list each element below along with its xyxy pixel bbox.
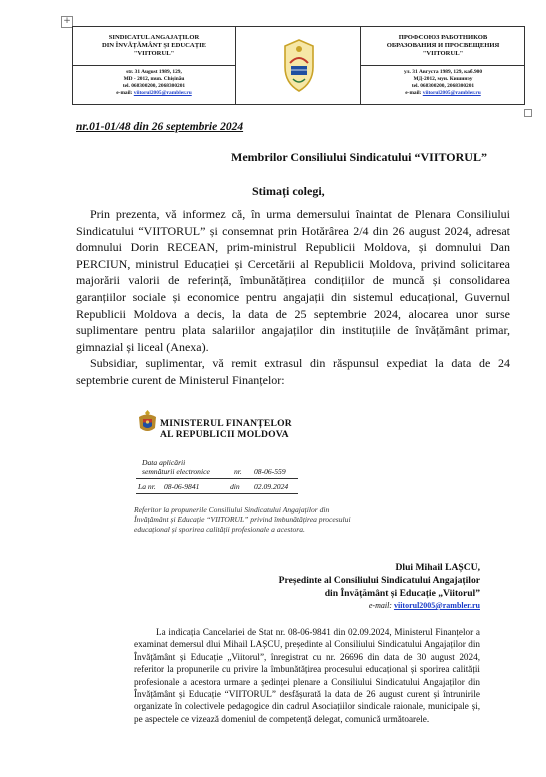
greeting: Stimați colegi, bbox=[252, 184, 325, 198]
letterhead bbox=[72, 26, 525, 105]
union-address-ro: str. 31 August 1989, 129, MD - 2012, mun. Chișinău tel. 068300200, 2068300201 e-mail: viitorul2005@rambler.ru bbox=[116, 69, 192, 96]
paragraph: Prin prezenta, vă informez că, în urma demersului înaintat de Plenara Consiliului Sindicatului “VIITORUL” și consemnat prin Hotărârea 2/4 din 26 august 2024, adresat domnului Dorin RECEAN, prim-ministrul Republicii Moldova, și domnului Dan PERCIUN, ministrul Educației și Cercetării al Republicii Moldova, privind solicitarea majorării valorii de referință, îmbunătățirea condițiilor de muncă și consolidarea garanțiilor sociale și economice pentru angajații din sistemul educațional, Guvernul Republicii Moldova a decis, la data de 25 septembrie 2024, alocarea unor surse suplimentare pentru plata salariilor angajaților din instituțiile de învățământ primar, gimnazial și liceal (Anexa). bbox=[76, 207, 510, 354]
table-move-handle[interactable]: + bbox=[61, 16, 73, 28]
paragraph: La indicația Cancelariei de Stat nr. 08-06-9841 din 02.09.2024, Ministerul Finanțelor a examinat demersul dlui Mihail LAȘCU, președinte al Consiliului Sindicatului Angajaților din Învățământ și Educație „Viitorul”, înregistrat cu nr. 26696 din data de 30 august 2024, referitor la propunerile cu privire la îmbunătățirea procesului educațional și sporirea calității profesionale a acestora urmare a ședinței plenare a Consiliului Sindicatului Angajaților din Învățământ și Educație “VIITORUL” desfășurată la data de 26 august curent și întrunirile organizate în colectivele pedagogice din cadrul Asociațiilor sindicale raionale, municipale și, pe aspectele ce vizează domeniul de competență delegat, comunică următoarele. bbox=[134, 627, 480, 724]
recipient-role: Președinte al Consiliului Sindicatului Angajaților bbox=[278, 575, 480, 586]
table-resize-handle[interactable] bbox=[524, 109, 532, 117]
document-reference-box: Data aplicării semnăturii electronice nr. 08-06-559 La nr. 08-06-9841 din 02.09.2024 bbox=[136, 455, 298, 499]
union-emblem-icon bbox=[279, 37, 319, 95]
email-link[interactable]: viitorul2005@rambler.ru bbox=[133, 90, 192, 96]
recipient-name: Dlui Mihail LAȘCU, bbox=[395, 562, 480, 573]
email-link[interactable]: viitorul2005@rambler.ru bbox=[393, 601, 480, 610]
letter-body bbox=[76, 206, 510, 389]
moldova-coat-of-arms-icon bbox=[138, 408, 157, 435]
union-title-ru: ПРОФСОЮЗ РАБОТНИКОВ ОБРАЗОВАНИЯ И ПРОСВЕЩЕНИЯ "VIITORUL" bbox=[386, 34, 500, 57]
recipient-email-line: e-mail: viitorul2005@rambler.ru bbox=[368, 601, 480, 610]
recipient-org: din Învățământ și Educație „Viitorul” bbox=[324, 588, 480, 599]
paragraph: Subsidiar, suplimentar, vă remit extrasul din răspunsul expediat la data de 24 septembrie curent de Ministerul Finanțelor: bbox=[76, 356, 510, 387]
union-address-ru: ул. 31 Августа 1989, 129, каб.900 МД-2012, мун. Кишинэу tel. 068300200, 2068300201 e-mail: viitorul2005@rambler.ru bbox=[403, 69, 483, 96]
incoming-date: 02.09.2024 bbox=[254, 482, 289, 491]
extract-body bbox=[134, 626, 480, 725]
reference-subject: Referitor la propunerile Consiliului Sindicatului Angajaților din Învățământ și Educație “VIITORUL” privind îmbunătățirea procesului educațional și sporirea calității profesionale a acestora. bbox=[134, 505, 351, 535]
addressee: Membrilor Consiliului Sindicatului “VIITORUL” bbox=[231, 150, 487, 164]
union-title-ro: SINDICATUL ANGAJAȚILOR DIN ÎNVĂȚĂMÂNT ȘI EDUCAȚIE "VIITORUL" bbox=[101, 34, 207, 57]
ministry-title: MINISTERUL FINANȚELOR AL REPUBLICII MOLDOVA bbox=[160, 418, 292, 440]
registration-number: nr.01-01/48 din 26 septembrie 2024 bbox=[76, 121, 244, 133]
email-link[interactable]: viitorul2005@rambler.ru bbox=[422, 90, 481, 96]
outgoing-number: 08-06-559 bbox=[254, 467, 286, 476]
incoming-number: 08-06-9841 bbox=[164, 482, 200, 491]
